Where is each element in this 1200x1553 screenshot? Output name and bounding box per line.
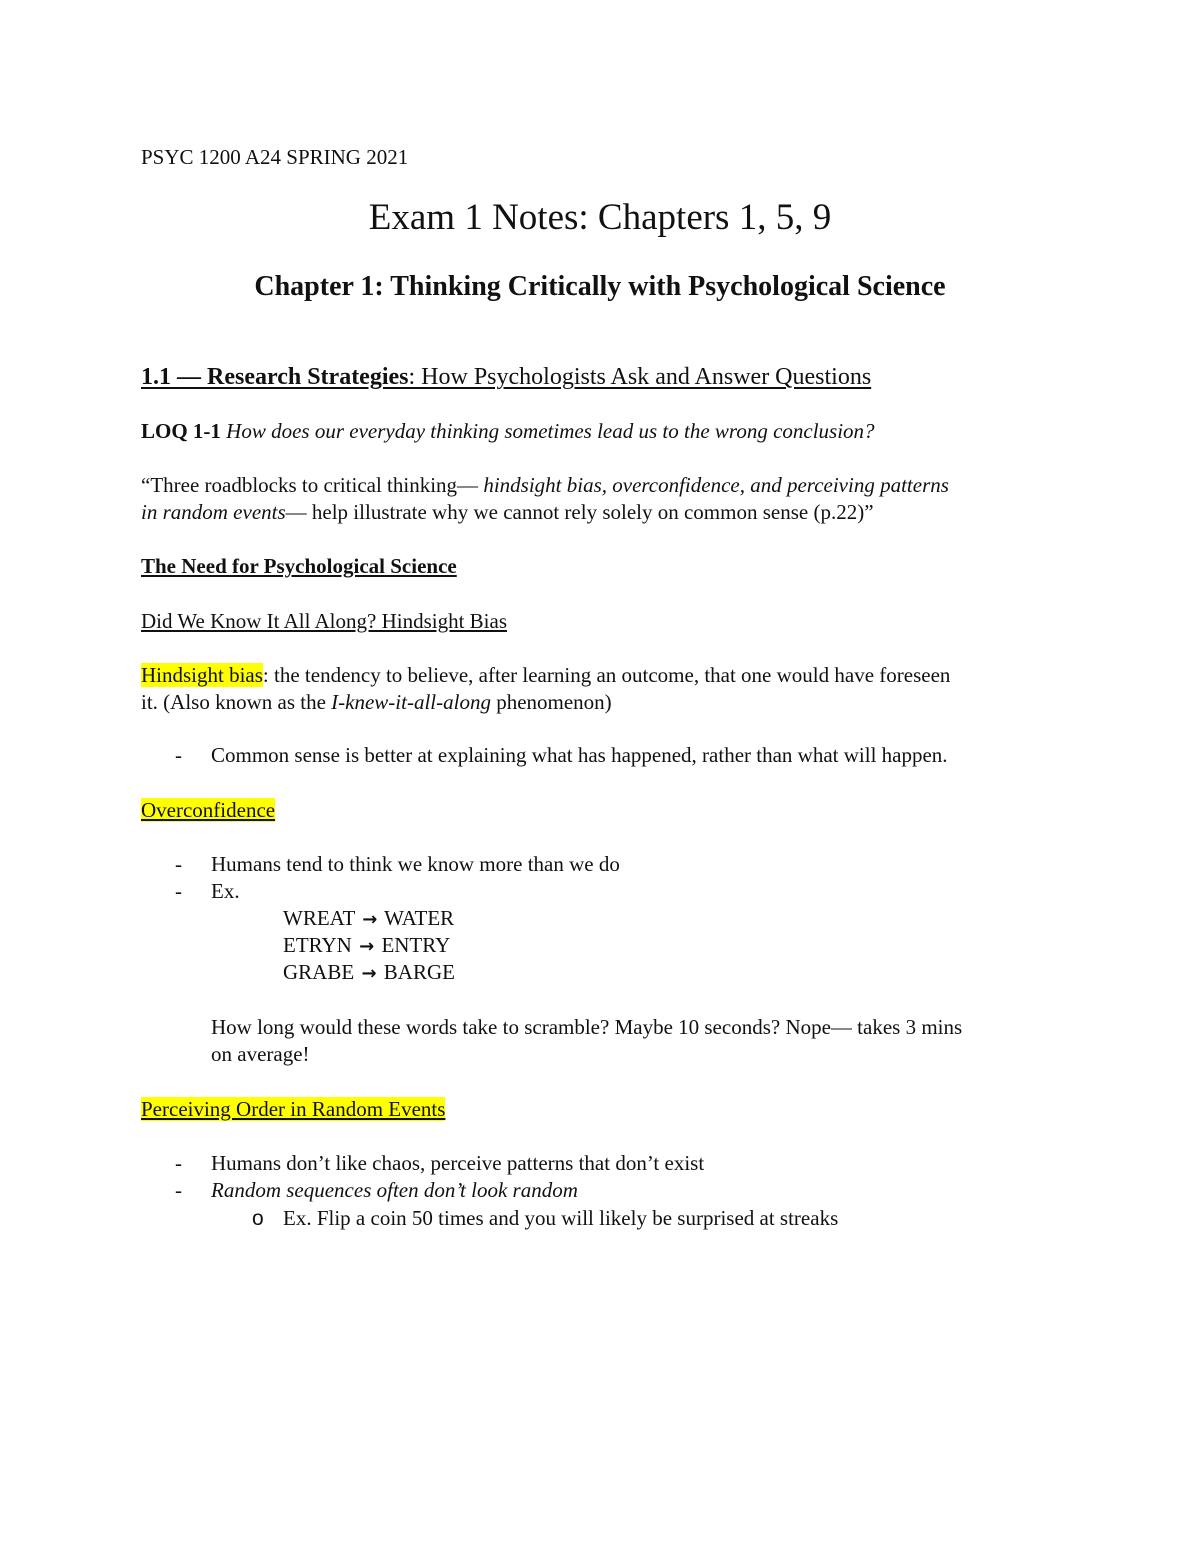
scrambled-word: GRABE bbox=[283, 960, 355, 984]
unscrambled-word: WATER bbox=[384, 906, 455, 930]
hindsight-def-2-start: it. (Also known as the bbox=[141, 690, 332, 714]
quote-line-1-start: “Three roadblocks to critical thinking— bbox=[141, 473, 484, 497]
scrambled-word: WREAT bbox=[283, 906, 355, 930]
overconfidence-bullet: Ex. bbox=[211, 879, 240, 903]
arrow-right-icon: → bbox=[361, 963, 377, 984]
hindsight-line-2 bbox=[141, 689, 950, 716]
perceiving-sub-bullet: Ex. Flip a coin 50 times and you will likely be surprised at streaks bbox=[283, 1206, 839, 1230]
loq-label: LOQ 1-1 bbox=[141, 419, 221, 443]
hindsight-definition bbox=[141, 662, 950, 716]
perceiving-bullet: Humans don’t like chaos, perceive patterns that don’t exist bbox=[211, 1151, 705, 1175]
quote-line-2 bbox=[141, 499, 949, 526]
scramble-word-row bbox=[283, 932, 450, 960]
document-title: Exam 1 Notes: Chapters 1, 5, 9 bbox=[368, 197, 832, 238]
topic-heading-hindsight: Did We Know It All Along? Hindsight Bias bbox=[141, 609, 508, 633]
hindsight-def-2-end: phenomenon) bbox=[490, 690, 612, 714]
arrow-right-icon: → bbox=[362, 909, 378, 930]
learning-objective-question bbox=[141, 418, 875, 445]
section-title-rest: : How Psychologists Ask and Answer Questions bbox=[408, 364, 872, 390]
section-heading bbox=[141, 362, 871, 392]
overconfidence-bullet: Humans tend to think we know more than we do bbox=[211, 852, 620, 876]
unscrambled-word: ENTRY bbox=[381, 933, 451, 957]
section-number: 1.1 bbox=[141, 364, 171, 390]
hindsight-def-1: : the tendency to believe, after learning an outcome, that one would have foreseen bbox=[262, 663, 951, 687]
overconfidence-heading-line bbox=[141, 797, 275, 824]
perceiving-heading-line bbox=[141, 1096, 445, 1123]
scramble-word-row bbox=[283, 905, 454, 933]
perceiving-bullet: Random sequences often don’t look random bbox=[211, 1178, 578, 1202]
overconfidence-note-line-2: on average! bbox=[211, 1042, 310, 1066]
scrambled-word: ETRYN bbox=[283, 933, 352, 957]
quote-line-2-italic: in random events bbox=[141, 500, 286, 524]
quote-line-1-italic: hindsight bias, overconfidence, and perceiving patterns bbox=[483, 473, 949, 497]
bullet-dash: - bbox=[175, 852, 182, 876]
overconfidence-heading: Overconfidence bbox=[141, 798, 276, 822]
quote-block bbox=[141, 472, 949, 526]
bullet-dash: - bbox=[175, 743, 182, 767]
bullet-dash: - bbox=[175, 879, 182, 903]
quote-line-2-rest: — help illustrate why we cannot rely solely on common sense (p.22)” bbox=[285, 500, 874, 524]
sub-bullet-circle: o bbox=[252, 1207, 264, 1230]
quote-line-1 bbox=[141, 472, 949, 499]
hindsight-def-2-italic: I-knew-it-all-along bbox=[331, 690, 491, 714]
unscrambled-word: BARGE bbox=[383, 960, 455, 984]
course-header: PSYC 1200 A24 SPRING 2021 bbox=[141, 145, 409, 169]
section-title-bold: Research Strategies bbox=[207, 364, 409, 390]
section-dash: — bbox=[171, 364, 207, 390]
perceiving-heading: Perceiving Order in Random Events bbox=[141, 1097, 446, 1121]
bullet-dash: - bbox=[175, 1178, 182, 1202]
bullet-dash: - bbox=[175, 1151, 182, 1175]
loq-question: How does our everyday thinking sometimes lead us to the wrong conclusion? bbox=[226, 419, 875, 443]
arrow-right-icon: → bbox=[359, 936, 375, 957]
overconfidence-note-line-1: How long would these words take to scramble? Maybe 10 seconds? Nope— takes 3 mins bbox=[211, 1015, 963, 1039]
chapter-title: Chapter 1: Thinking Critically with Psychological Science bbox=[254, 271, 946, 302]
subsection-heading: The Need for Psychological Science bbox=[141, 554, 457, 578]
hindsight-bullet: Common sense is better at explaining what has happened, rather than what will happen. bbox=[211, 743, 948, 767]
scramble-word-row bbox=[283, 959, 455, 987]
hindsight-line-1 bbox=[141, 662, 950, 689]
hindsight-term: Hindsight bias bbox=[141, 663, 263, 687]
